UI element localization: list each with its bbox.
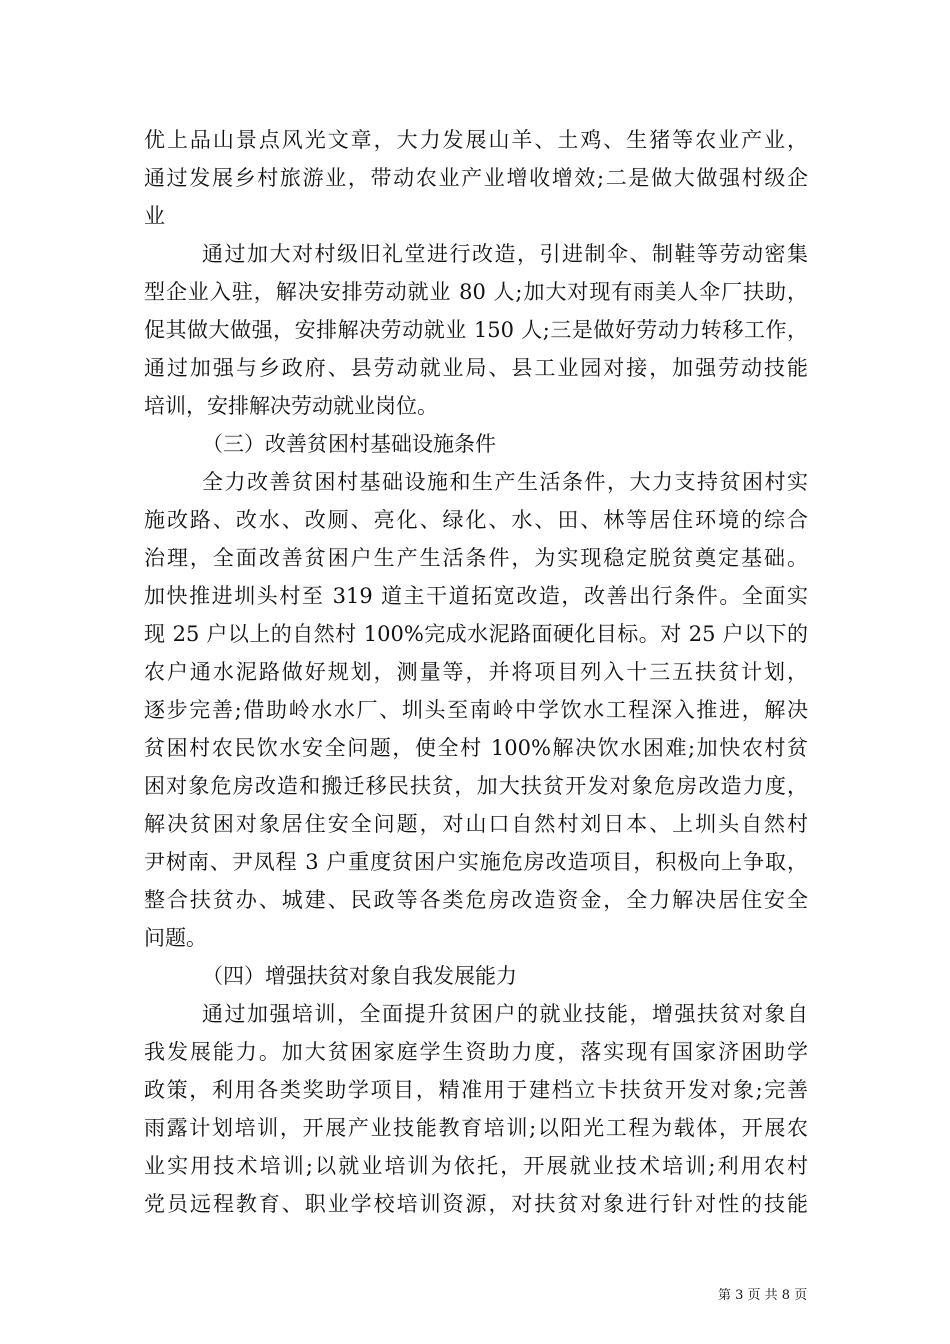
paragraph-line: 通过加强与乡政府、县劳动就业局、县工业园对接，加强劳动技能 — [144, 356, 808, 380]
page-number-footer: 第 3 页 共 8 页 — [718, 1288, 808, 1303]
paragraph-line: 全力改善贫困村基础设施和生产生活条件，大力支持贫困村实 — [202, 470, 808, 494]
paragraph-line: 型企业入驻，解决安排劳动就业 80 人;加大对现有雨美人伞厂扶助， — [144, 280, 808, 304]
paragraph-line: 整合扶贫办、城建、民政等各类危房改造资金，全力解决居住安全 — [144, 888, 808, 912]
paragraph-line: 我发展能力。加大贫困家庭学生资助力度，落实现有国家济困助学 — [144, 1040, 808, 1064]
paragraph-line: 政策，利用各类奖助学项目，精准用于建档立卡扶贫开发对象;完善 — [144, 1078, 808, 1102]
paragraph-line: 贫困村农民饮水安全问题，使全村 100%解决饮水困难;加快农村贫 — [144, 736, 808, 760]
paragraph-line: 施改路、改水、改厕、亮化、绿化、水、田、林等居住环境的综合 — [144, 508, 808, 532]
paragraph-line: 困对象危房改造和搬迁移民扶贫，加大扶贫开发对象危房改造力度， — [144, 774, 808, 798]
paragraph-line: 通过发展乡村旅游业，带动农业产业增收增效;二是做大做强村级企 — [144, 166, 808, 190]
paragraph-line: 业实用技术培训;以就业培训为依托，开展就业技术培训;利用农村 — [144, 1154, 808, 1178]
paragraph-line: 逐步完善;借助岭水水厂、圳头至南岭中学饮水工程深入推进，解决 — [144, 698, 808, 722]
section-heading: （三）改善贫困村基础设施条件 — [202, 432, 496, 456]
paragraph-line: 培训，安排解决劳动就业岗位。 — [144, 394, 438, 418]
paragraph-line: 解决贫困对象居住安全问题，对山口自然村刘日本、上圳头自然村 — [144, 812, 808, 836]
paragraph-line: 雨露计划培训，开展产业技能教育培训;以阳光工程为载体，开展农 — [144, 1116, 808, 1140]
paragraph-line: 通过加大对村级旧礼堂进行改造，引进制伞、制鞋等劳动密集 — [202, 242, 808, 266]
paragraph-line: 优上品山景点风光文章，大力发展山羊、土鸡、生猪等农业产业， — [144, 128, 808, 152]
paragraph-line: 治理，全面改善贫困户生产生活条件，为实现稳定脱贫奠定基础。 — [144, 546, 808, 570]
paragraph-line: 加快推进圳头村至 319 道主干道拓宽改造，改善出行条件。全面实 — [144, 584, 808, 608]
paragraph-line: 通过加强培训，全面提升贫困户的就业技能，增强扶贫对象自 — [202, 1002, 808, 1026]
paragraph-line: 尹树南、尹凤程 3 户重度贫困户实施危房改造项目，积极向上争取， — [144, 850, 808, 874]
section-heading: （四）增强扶贫对象自我发展能力 — [202, 964, 517, 988]
paragraph-line: 党员远程教育、职业学校培训资源，对扶贫对象进行针对性的技能 — [144, 1192, 808, 1216]
paragraph-line: 农户通水泥路做好规划，测量等，并将项目列入十三五扶贫计划， — [144, 660, 808, 684]
paragraph-line: 问题。 — [144, 926, 207, 950]
paragraph-line: 业 — [144, 204, 165, 228]
paragraph-line: 现 25 户以上的自然村 100%完成水泥路面硬化目标。对 25 户以下的 — [144, 622, 808, 646]
document-body — [144, 121, 808, 1223]
paragraph-line: 促其做大做强，安排解决劳动就业 150 人;三是做好劳动力转移工作， — [144, 318, 808, 342]
